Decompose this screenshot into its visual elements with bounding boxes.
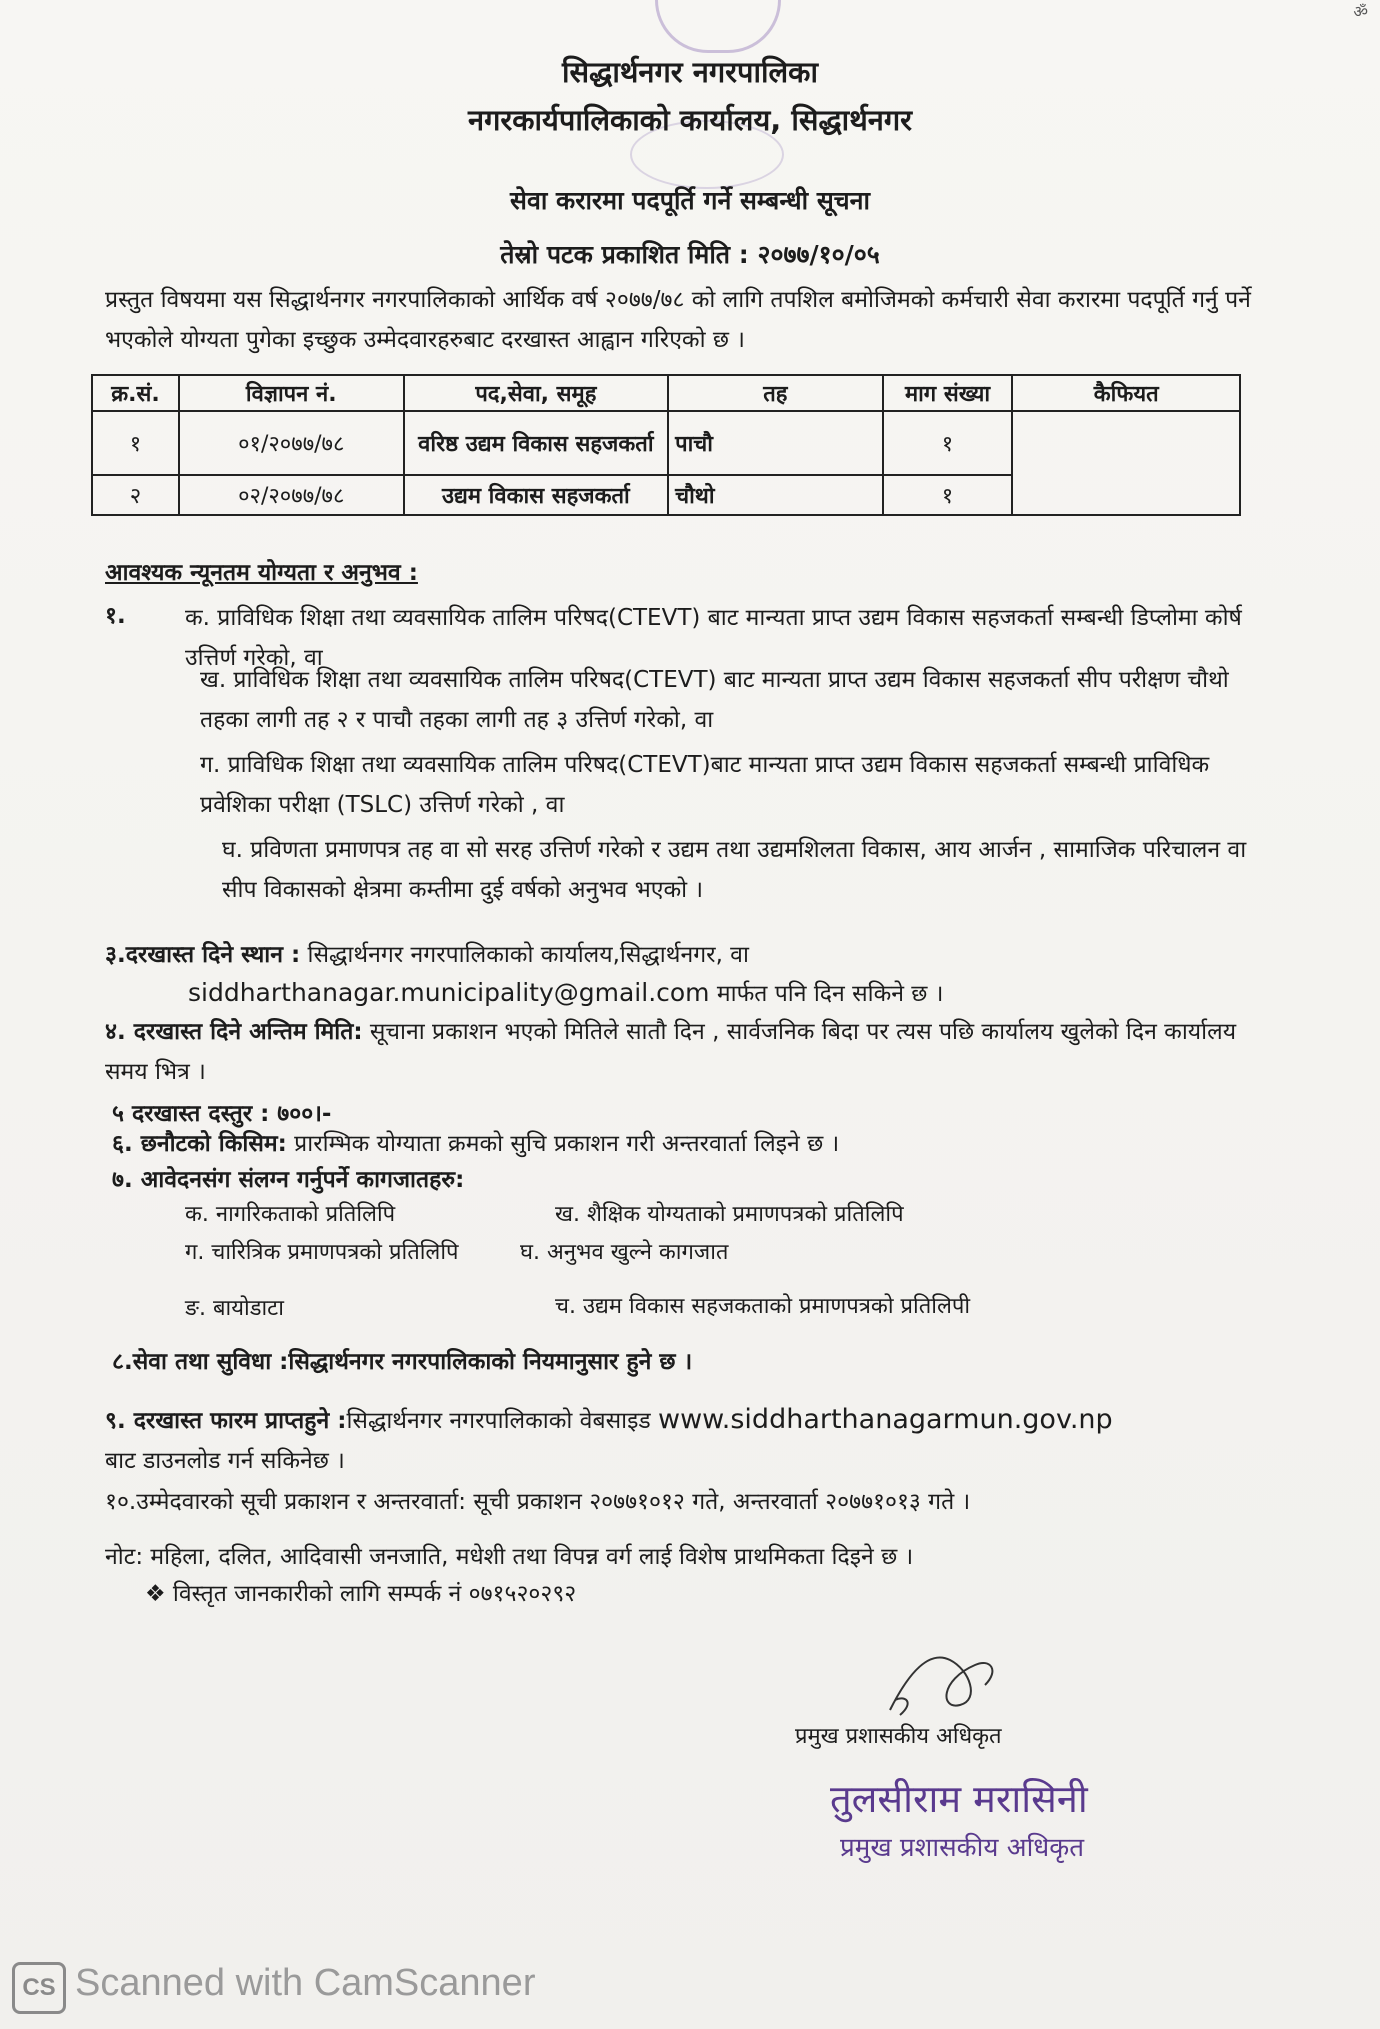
document-item: ग. चारित्रिक प्रमाणपत्रको प्रतिलिपि	[185, 1240, 459, 1265]
camscanner-watermark: Scanned with CamScanner	[75, 1962, 536, 2004]
document-item: घ. अनुभव खुल्ने कागजात	[520, 1240, 729, 1265]
cell-post: वरिष्ठ उद्यम विकास सहजकर्ता	[404, 411, 668, 475]
col-header-sn: क्र.सं.	[92, 375, 179, 411]
service-facilities-label: ८.सेवा तथा सुविधा :	[112, 1349, 289, 1375]
contact-info: ❖ विस्तृत जानकारीको लागि सम्पर्क नं ०७१५२०२९२	[145, 1581, 577, 1607]
email-suffix: मार्फत पनि दिन सकिने छ ।	[709, 981, 944, 1007]
cell-level: पाचौ	[668, 411, 883, 475]
application-form-text: सिद्धार्थनगर नगरपालिकाको वेबसाइड	[346, 1408, 659, 1434]
application-place-text: सिद्धार्थनगर नगरपालिकाको कार्यालय,सिद्धार्थनगर, वा	[300, 942, 749, 968]
document-item: ङ. बायोडाटा	[185, 1296, 284, 1321]
deadline	[105, 1012, 1245, 1092]
cell-adv: ०२/२०७७/७८	[179, 475, 404, 515]
document-item: ख. शैक्षिक योग्यताको प्रमाणपत्रको प्रतिलिपि	[555, 1202, 904, 1227]
col-header-adv: विज्ञापन नं.	[179, 375, 404, 411]
col-header-post: पद,सेवा, समूह	[404, 375, 668, 411]
application-form-suffix: बाट डाउनलोड गर्न सकिनेछ ।	[105, 1448, 345, 1474]
cell-post: उद्यम विकास सहजकर्ता	[404, 475, 668, 515]
selection-method	[112, 1124, 839, 1164]
camscanner-footer	[0, 1958, 700, 2018]
selection-method-text: प्रारम्भिक योग्याता क्रमको सुचि प्रकाशन गरी अन्तरवार्ता लिइने छ ।	[286, 1131, 840, 1157]
notice-title: सेवा करारमा पदपूर्ति गर्ने सम्बन्धी सूचना	[510, 186, 870, 215]
col-header-count: माग संख्या	[883, 375, 1013, 411]
application-form-label: ९. दरखास्त फारम प्राप्तहुने :	[105, 1408, 347, 1434]
application-place-label: ३.दरखास्त दिने स्थान :	[105, 942, 301, 968]
qualification-number: १.	[105, 603, 126, 629]
camscanner-logo-icon: CS	[12, 1962, 66, 2014]
municipality-name: सिद्धार्थनगर नगरपालिका	[562, 55, 818, 89]
cell-sn: २	[92, 475, 179, 515]
signer-title: प्रमुख प्रशासकीय अधिकृत	[795, 1724, 1002, 1749]
documents-heading: ७. आवेदनसंग संलग्न गर्नुपर्ने कागजातहरु:	[112, 1167, 465, 1193]
document-item: च. उद्यम विकास सहजकताको प्रमाणपत्रको प्रतिलिपी	[555, 1294, 971, 1319]
intro-paragraph: प्रस्तुत विषयमा यस सिद्धार्थनगर नगरपालिकाको आर्थिक वर्ष २०७७/७८ को लागि तपशिल बमोजिमको कर्मचारी सेवा करारमा पदपूर्ति गर्नु पर्ने भएकोले योग्यता पुगेका इच्छुक उम्मेदवारहरुबाट दरखास्त आह्वान गरिएको छ ।	[105, 287, 1251, 353]
stamp-name: तुलसीराम मरासिनी	[830, 1777, 1088, 1821]
candidate-list-interview: १०.उम्मेदवारको सूची प्रकाशन र अन्तरवार्ता: सूची प्रकाशन २०७७१०१२ गते, अन्तरवार्ता २०७७१०१३ गते ।	[105, 1489, 971, 1515]
cell-level: चौथो	[668, 475, 883, 515]
application-fee: ५ दरखास्त दस्तुर : ७००।-	[112, 1101, 332, 1127]
email-address[interactable]: siddharthanagar.municipality@gmail.com	[188, 978, 710, 1007]
col-header-remarks: कैफियत	[1012, 375, 1240, 411]
table-header-row	[92, 375, 1240, 411]
note: नोट: महिला, दलित, आदिवासी जनजाति, मधेशी तथा विपन्न वर्ग लाई विशेष प्राथमिकता दिइने छ ।	[105, 1544, 914, 1570]
document-item: क. नागरिकताको प्रतिलिपि	[185, 1202, 396, 1227]
publish-date: तेस्रो पटक प्रकाशित मिति : २०७७/१०/०५	[500, 240, 880, 269]
cell-adv: ०१/२०७७/७८	[179, 411, 404, 475]
qualification-title: आवश्यक न्यूनतम योग्यता र अनुभव :	[105, 560, 418, 586]
application-form	[105, 1400, 1265, 1481]
cell-count: १	[883, 475, 1013, 515]
col-header-level: तह	[668, 375, 883, 411]
selection-method-label: ६. छनौटको किसिम:	[112, 1131, 287, 1157]
stamp-title: प्रमुख प्रशासकीय अधिकृत	[840, 1833, 1085, 1863]
service-facilities	[112, 1342, 692, 1382]
office-name: नगरकार्यपालिकाको कार्यालय, सिद्धार्थनगर	[467, 103, 913, 137]
cell-sn: १	[92, 411, 179, 475]
website-link[interactable]: www.siddharthanagarmun.gov.np	[658, 1404, 1113, 1435]
cell-remarks	[1012, 411, 1240, 515]
service-facilities-text: सिद्धार्थनगर नगरपालिकाको नियमानुसार हुने छ ।	[288, 1349, 693, 1375]
application-place	[105, 935, 1265, 975]
qualification-ka: क. प्राविधिक शिक्षा तथा व्यवसायिक तालिम परिषद(CTEVT) बाट मान्यता प्राप्त उद्यम विकास सहजकर्ता सम्बन्धी डिप्लोमा कोर्ष उत्तिर्ण गरेको, वा	[185, 605, 1242, 671]
signature-icon	[880, 1640, 1020, 1720]
vacancy-table	[91, 374, 1241, 516]
qualification-ga: ग. प्राविधिक शिक्षा तथा व्यवसायिक तालिम परिषद(CTEVT)बाट मान्यता प्राप्त उद्यम विकास सहजकर्ता सम्बन्धी प्राविधिक प्रवेशिका परीक्षा (TSLC) उत्तिर्ण गरेको , वा	[200, 752, 1210, 818]
deadline-label: ४. दरखास्त दिने अन्तिम मिति:	[105, 1019, 363, 1045]
table-row	[92, 411, 1240, 475]
deadline-text: सूचाना प्रकाशन भएको मितिले सातौ दिन , सार्वजनिक बिदा पर त्यस पछि कार्यालय खुलेको दिन कार्यालय समय भित्र ।	[105, 1019, 1237, 1085]
cell-count: १	[883, 411, 1013, 475]
email-line	[188, 976, 943, 1008]
office-seal-icon	[655, 0, 781, 53]
qualification-gha: घ. प्रविणता प्रमाणपत्र तह वा सो सरह उत्तिर्ण गरेको र उद्यम तथा उद्यमशिलता विकास, आय आर्जन , सामाजिक परिचालन वा सीप विकासको क्षेत्रमा कम्तीमा दुई वर्षको अनुभव भएको ।	[222, 837, 1247, 903]
corner-mark: ॐ	[1353, 2, 1368, 21]
qualification-kha: ख. प्राविधिक शिक्षा तथा व्यवसायिक तालिम परिषद(CTEVT) बाट मान्यता प्राप्त उद्यम विकास सहजकर्ता सीप परीक्षण चौथो तहका लागी तह २ र पाचौ तहका लागी तह ३ उत्तिर्ण गरेको, वा	[200, 667, 1229, 733]
